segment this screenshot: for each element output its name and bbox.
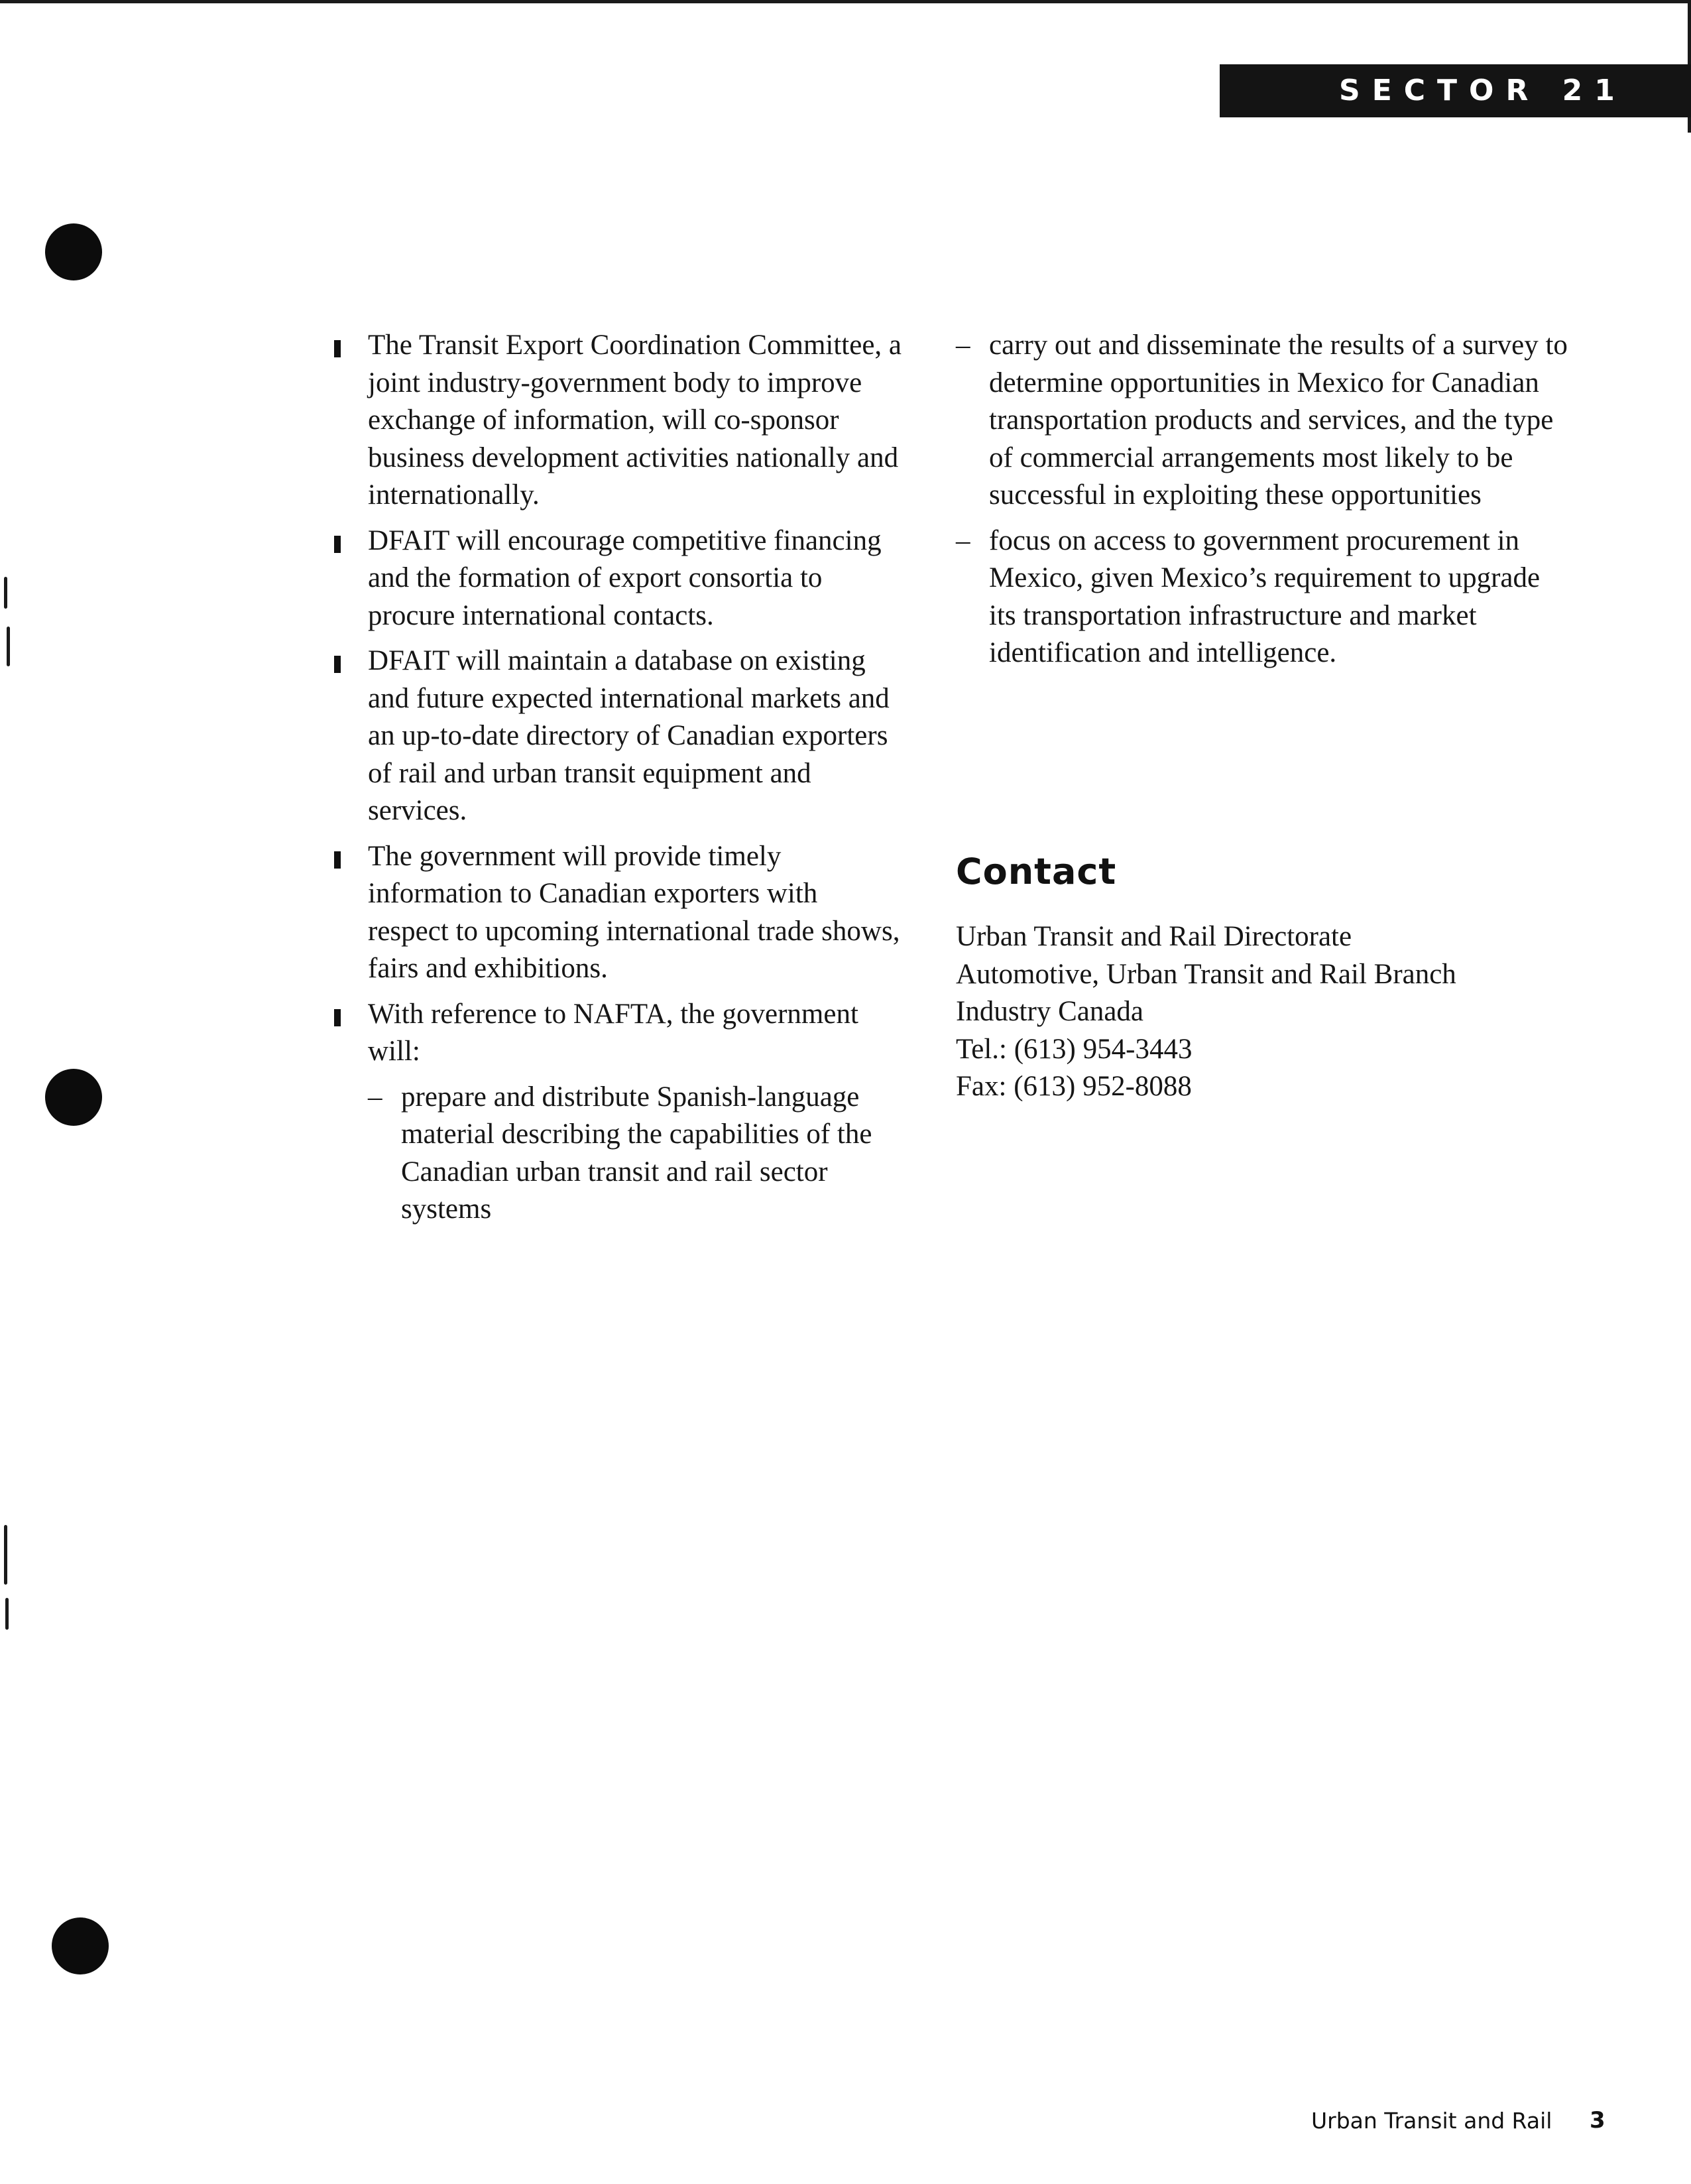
contact-telephone: Tel.: (613) 954-3443: [956, 1033, 1193, 1065]
dash-marker: –: [956, 524, 970, 556]
right-column: [956, 327, 1572, 680]
bullet-marker: [334, 851, 341, 869]
dash-text: prepare and distribute Spanish-language material describing the capabilities of the Canadian urban transit and rail sector systems: [401, 1081, 872, 1225]
bullet-text: The Transit Export Coordination Committee, a joint industry-government body to improve exchange of information, will co-sponsor business development activities nationally and internationally.: [368, 330, 902, 511]
binding-mark: [7, 627, 10, 666]
bullet-text: DFAIT will encourage competitive financing and the formation of export consortia to procure international contacts.: [368, 524, 882, 631]
contact-heading: Contact: [956, 851, 1117, 892]
contact-department: Industry Canada: [956, 996, 1144, 1027]
punch-hole-bottom: [52, 1917, 109, 1974]
bullet-text: DFAIT will maintain a database on existing and future expected international markets and an up-to-date directory of Canadian exporters of rail and urban transit equipment and services.: [368, 645, 890, 826]
top-border-rule: [0, 0, 1691, 3]
binding-mark: [4, 1525, 7, 1585]
binding-mark: [5, 1598, 9, 1630]
binding-mark: [4, 577, 7, 609]
sector-label: SECTOR 21: [1220, 64, 1691, 117]
bullet-marker: [334, 340, 341, 357]
punch-hole-top: [45, 223, 102, 280]
footer-title: Urban Transit and Rail: [1311, 2108, 1552, 2134]
dash-item: [295, 1079, 902, 1229]
punch-hole-middle: [45, 1069, 102, 1126]
dash-marker: –: [956, 330, 970, 361]
contact-fax: Fax: (613) 952-8088: [956, 1071, 1192, 1102]
dash-text: focus on access to government procurement in Mexico, given Mexico’s requirement to upgrade its transportation infrastructure and market identification and intelligence.: [989, 524, 1541, 668]
bullet-item: [331, 522, 902, 635]
left-column: [331, 327, 902, 1237]
contact-block: [956, 918, 1456, 1106]
bullet-marker: [334, 536, 341, 553]
bullet-text: The government will provide timely information to Canadian exporters with respect to upcoming international trade shows, fairs and exhibitions.: [368, 840, 900, 984]
dash-item: [883, 327, 1572, 515]
bullet-item: [331, 838, 902, 988]
contact-directorate: Urban Transit and Rail Directorate: [956, 921, 1352, 952]
bullet-item: [331, 996, 902, 1071]
dash-item: [883, 522, 1572, 672]
bullet-marker: [334, 1009, 341, 1026]
bullet-marker: [334, 656, 341, 673]
bullet-text: With reference to NAFTA, the government will:: [368, 998, 858, 1067]
contact-branch: Automotive, Urban Transit and Rail Branch: [956, 958, 1456, 990]
bullet-item: [331, 327, 902, 515]
dash-text: carry out and disseminate the results of a survey to determine opportunities in Mexico for Canadian transportation products and services, and the type of commercial arrangements most likely to be successful in exploiting these opportunities: [989, 330, 1568, 511]
dash-marker: –: [368, 1081, 382, 1113]
page-number: 3: [1590, 2107, 1605, 2134]
bullet-item: [331, 642, 902, 830]
